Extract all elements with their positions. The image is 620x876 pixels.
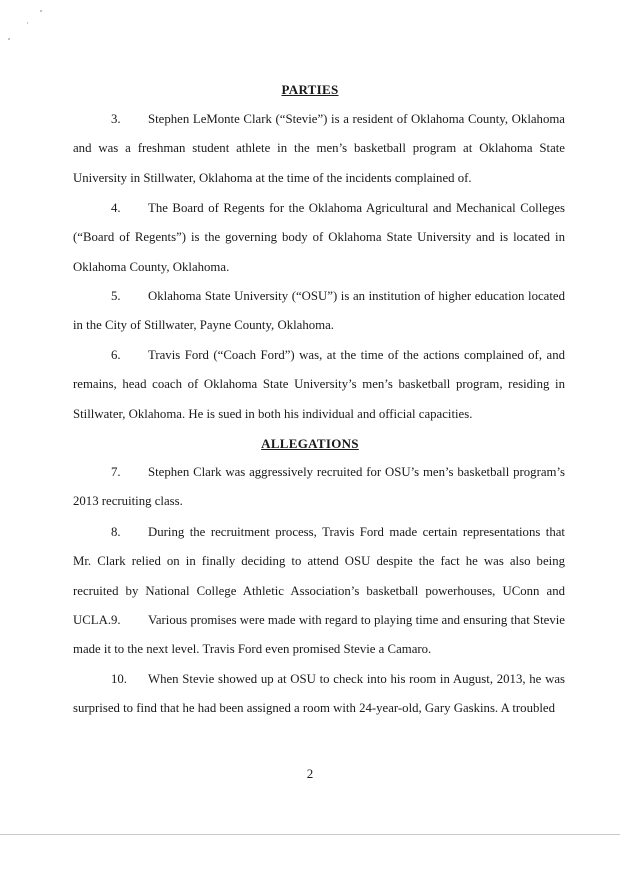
paragraph-text: Various promises were made with regard to playing time and ensuring that Stevie made it to the next level. Travis Ford even promised Stevie a Camaro. [73,613,565,657]
scan-speck [8,38,10,40]
paragraph-text: Oklahoma State University (“OSU”) is an institution of higher education located in the City of Stillwater, Payne County, Oklahoma. [73,289,565,333]
paragraph-number: 4. [111,201,121,215]
paragraph-number: 3. [111,112,121,126]
paragraph-10 [73,665,565,724]
paragraph-text: The Board of Regents for the Oklahoma Agricultural and Mechanical Colleges (“Board of Regents”) is the governing body of Oklahoma State University and is located in Oklahoma County, Oklahoma. [73,201,565,274]
heading-allegations: ALLEGATIONS [261,436,359,451]
paragraph-number: 8. [111,525,121,539]
paragraph-text: Stephen LeMonte Clark (“Stevie”) is a resident of Oklahoma County, Oklahoma and was a freshman student athlete in the men’s basketball program at Oklahoma State University in Stillwater, Oklahoma at the time of the incidents complained of. [73,112,565,185]
heading-parties: PARTIES [281,82,339,97]
page-number: 2 [306,766,314,781]
paragraph-text: Stephen Clark was aggressively recruited for OSU’s men’s basketball program’s 2013 recruiting class. [73,465,565,509]
paragraph-5 [73,282,565,341]
paragraph-number: 7. [111,465,121,479]
paragraph-number: 9. [111,613,121,627]
paragraph-text: During the recruitment process, Travis Ford made certain representations that Mr. Clark relied on in finally deciding to attend OSU despite the fact he was also being recruited by National College Athletic Association’s basketball powerhouses, UConn and UCLA. [73,525,565,628]
page-bottom-edge [0,834,620,835]
paragraph-number: 6. [111,348,121,362]
scan-speck [27,22,28,24]
scan-speck [40,10,42,12]
paragraph-number: 10. [111,672,127,686]
paragraph-text: Travis Ford (“Coach Ford”) was, at the time of the actions complained of, and remains, head coach of Oklahoma State University’s men’s basketball program, residing in Stillwater, Oklahoma. He is sued in both his individual and official capacities. [73,348,565,421]
paragraph-9 [73,606,565,665]
paragraph-number: 5. [111,289,121,303]
paragraph-6 [73,341,565,429]
paragraph-7 [73,458,565,517]
paragraph-4 [73,194,565,282]
paragraph-3 [73,105,565,193]
paragraph-text: When Stevie showed up at OSU to check into his room in August, 2013, he was surprised to find that he had been assigned a room with 24-year-old, Gary Gaskins. A troubled [73,672,565,716]
